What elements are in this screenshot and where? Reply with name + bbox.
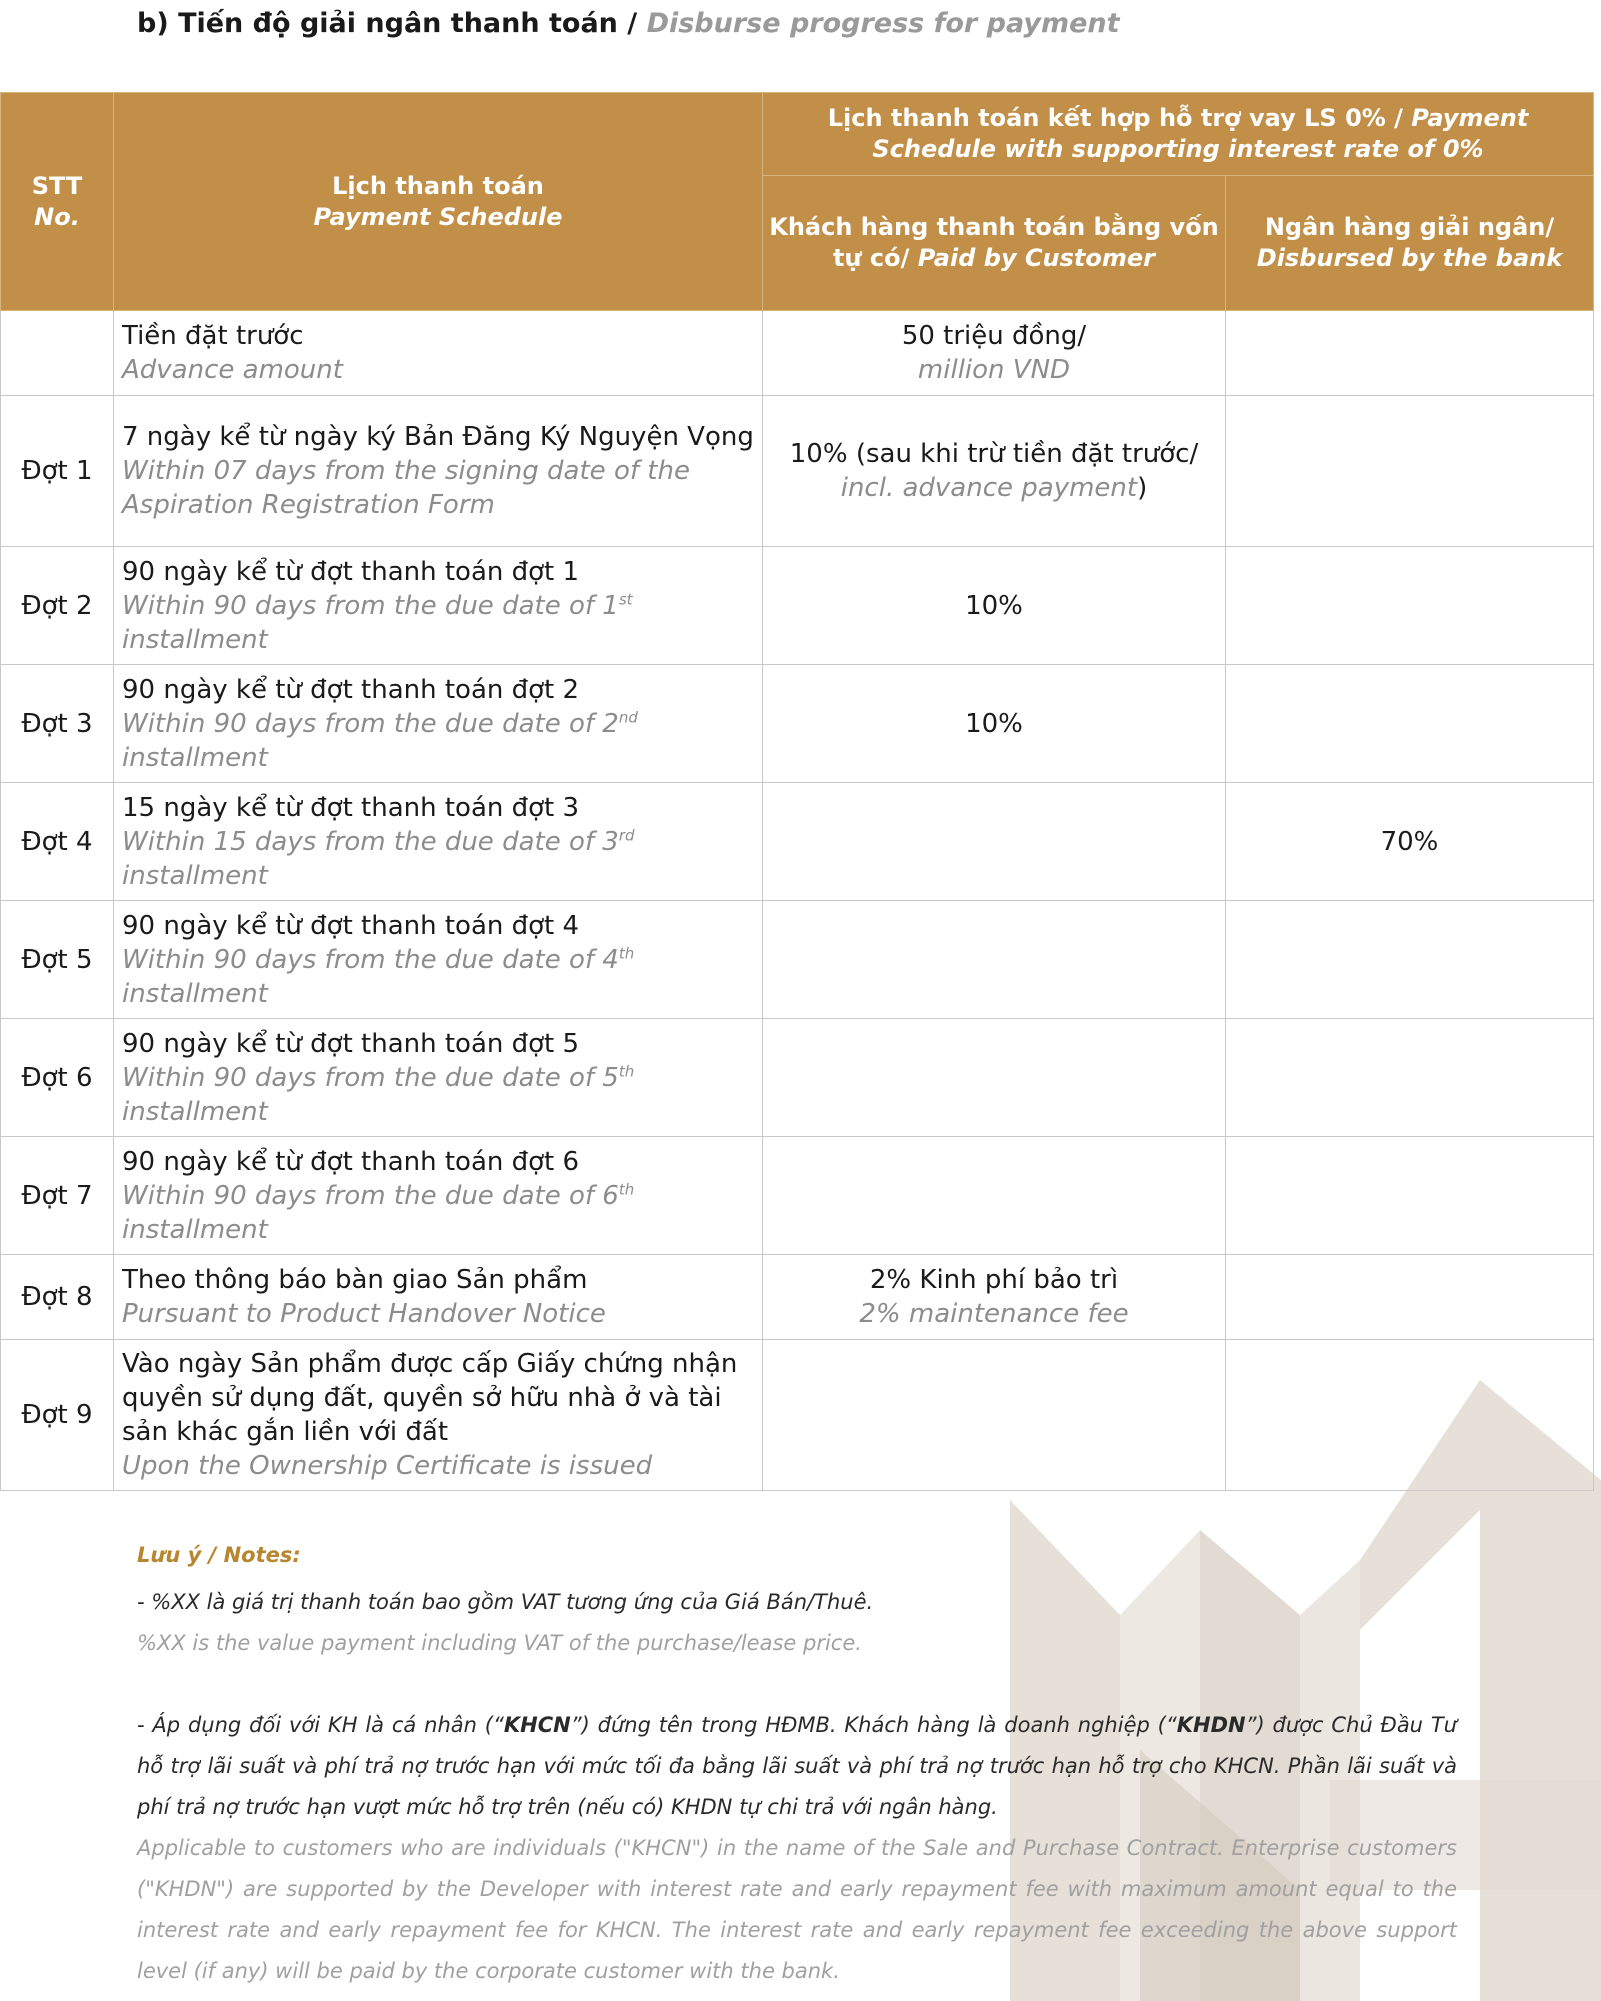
- row-stt: Đợt 4: [1, 783, 114, 901]
- table-row-dot-4: [1, 783, 1594, 901]
- table-row-advance: [1, 311, 1594, 396]
- notes-section: [137, 1540, 1457, 1992]
- row-customer-value: [763, 1137, 1226, 1255]
- header-stt: STT No.: [1, 93, 114, 311]
- row-customer-value: 10%: [763, 665, 1226, 783]
- table-row-dot-8: [1, 1255, 1594, 1340]
- row-customer-value: [763, 1019, 1226, 1137]
- row-bank-value: 70%: [1226, 783, 1594, 901]
- row-stt: Đợt 3: [1, 665, 114, 783]
- row-customer-value: [763, 901, 1226, 1019]
- header-paid-by-customer: Khách hàng thanh toán bằng vốn tự có/ Paid by Customer: [763, 176, 1226, 311]
- row-description: Theo thông báo bàn giao Sản phẩm Pursuant to Product Handover Notice: [114, 1255, 763, 1340]
- table-header-row: [1, 93, 1594, 176]
- table-row-dot-6: [1, 1019, 1594, 1137]
- table-row-dot-7: [1, 1137, 1594, 1255]
- row-description: Tiền đặt trước Advance amount: [114, 311, 763, 396]
- row-description: 90 ngày kể từ đợt thanh toán đợt 1 Within 90 days from the due date of 1st installment: [114, 547, 763, 665]
- row-stt: Đợt 2: [1, 547, 114, 665]
- section-heading: b) Tiến độ giải ngân thanh toán / Disburse progress for payment: [137, 8, 1120, 39]
- row-stt: Đợt 1: [1, 396, 114, 547]
- row-bank-value: [1226, 665, 1594, 783]
- table-row-dot-5: [1, 901, 1594, 1019]
- row-bank-value: [1226, 547, 1594, 665]
- row-description: 90 ngày kể từ đợt thanh toán đợt 6 Within 90 days from the due date of 6th installment: [114, 1137, 763, 1255]
- row-customer-value: [763, 783, 1226, 901]
- note-1-vietnamese: - %XX là giá trị thanh toán bao gồm VAT tương ứng của Giá Bán/Thuê.: [137, 1590, 874, 1614]
- row-stt: Đợt 5: [1, 901, 114, 1019]
- notes-title: Lưu ý / Notes:: [137, 1543, 301, 1567]
- row-stt: Đợt 7: [1, 1137, 114, 1255]
- row-description: 90 ngày kể từ đợt thanh toán đợt 5 Within 90 days from the due date of 5th installment: [114, 1019, 763, 1137]
- row-stt: Đợt 6: [1, 1019, 114, 1137]
- table-row-dot-3: [1, 665, 1594, 783]
- header-group-interest-support: Lịch thanh toán kết hợp hỗ trợ vay LS 0% / Payment Schedule with supporting interest rate of 0%: [763, 93, 1594, 176]
- row-customer-value: 50 triệu đồng/ million VND: [763, 311, 1226, 396]
- row-bank-value: [1226, 396, 1594, 547]
- row-description: 7 ngày kể từ ngày ký Bản Đăng Ký Nguyện Vọng Within 07 days from the signing date of the Aspiration Registration Form: [114, 396, 763, 547]
- row-description: 90 ngày kể từ đợt thanh toán đợt 2 Within 90 days from the due date of 2nd installment: [114, 665, 763, 783]
- table-row-dot-1: [1, 396, 1594, 547]
- row-bank-value: [1226, 1137, 1594, 1255]
- row-bank-value: [1226, 311, 1594, 396]
- row-customer-value: 2% Kinh phí bảo trì 2% maintenance fee: [763, 1255, 1226, 1340]
- row-bank-value: [1226, 1255, 1594, 1340]
- row-bank-value: [1226, 901, 1594, 1019]
- payment-schedule-table: [0, 92, 1594, 1491]
- note-2-vietnamese: - Áp dụng đối với KH là cá nhân (“KHCN”) đứng tên trong HĐMB. Khách hàng là doanh nghiệp (“KHDN”) được Chủ Đầu Tư hỗ trợ lãi suất và phí trả nợ trước hạn với mức tối đa bằng lãi suất và phí trả nợ trước hạn hỗ trợ cho KHCN. Phần lãi suất và phí trả nợ trước hạn vượt mức hỗ trợ trên (nếu có) KHDN tự chi trả với ngân hàng.: [137, 1713, 1457, 1819]
- row-bank-value: [1226, 1340, 1594, 1491]
- header-schedule: Lịch thanh toán Payment Schedule: [114, 93, 763, 311]
- row-stt: Đợt 9: [1, 1340, 114, 1491]
- row-customer-value: [763, 1340, 1226, 1491]
- row-description: Vào ngày Sản phẩm được cấp Giấy chứng nhận quyền sử dụng đất, quyền sở hữu nhà ở và tài sản khác gắn liền với đất Upon the Ownership Certificate is issued: [114, 1340, 763, 1491]
- header-disbursed-by-bank: Ngân hàng giải ngân/ Disbursed by the bank: [1226, 176, 1594, 311]
- table-row-dot-9: [1, 1340, 1594, 1491]
- row-stt: [1, 311, 114, 396]
- row-bank-value: [1226, 1019, 1594, 1137]
- row-description: 15 ngày kể từ đợt thanh toán đợt 3 Within 15 days from the due date of 3rd installment: [114, 783, 763, 901]
- note-1-english: %XX is the value payment including VAT of the purchase/lease price.: [137, 1631, 862, 1655]
- row-customer-value: 10% (sau khi trừ tiền đặt trước/ incl. advance payment): [763, 396, 1226, 547]
- table-row-dot-2: [1, 547, 1594, 665]
- row-description: 90 ngày kể từ đợt thanh toán đợt 4 Within 90 days from the due date of 4th installment: [114, 901, 763, 1019]
- note-2-english: Applicable to customers who are individuals ("KHCN") in the name of the Sale and Purchase Contract. Enterprise customers ("KHDN") are supported by the Developer with interest rate and early repayment fee with maximum amount equal to the interest rate and early repayment fee for KHCN. The interest rate and early repayment fee exceeding the above support level (if any) will be paid by the corporate customer with the bank.: [137, 1836, 1457, 1983]
- row-stt: Đợt 8: [1, 1255, 114, 1340]
- row-customer-value: 10%: [763, 547, 1226, 665]
